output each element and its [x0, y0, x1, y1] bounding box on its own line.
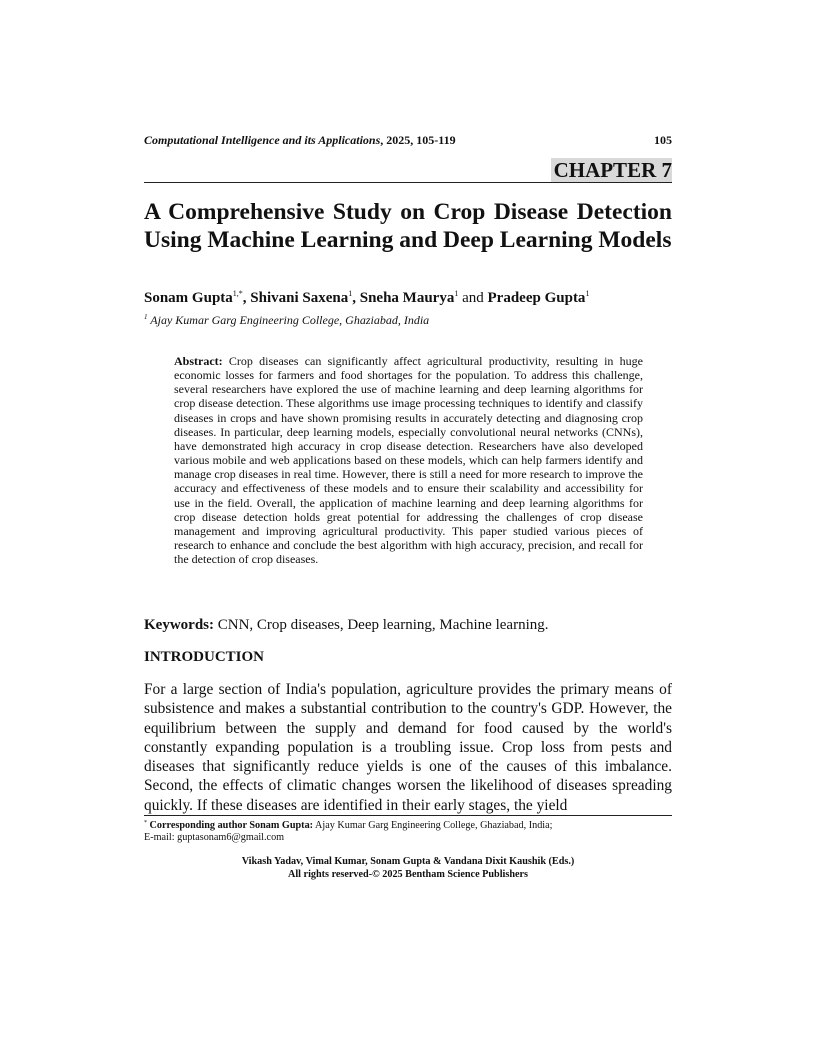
chapter-divider	[144, 182, 672, 183]
author-affiliation-mark: 1	[348, 289, 353, 298]
paper-title: A Comprehensive Study on Crop Disease Detection Using Machine Learning and Deep Learning Models	[144, 199, 672, 253]
author-name: Sneha Maurya	[359, 290, 455, 306]
author-name: Shivani Saxena	[250, 290, 349, 306]
author-separator: ,	[352, 290, 360, 306]
running-header	[144, 133, 672, 147]
keywords-text: CNN, Crop diseases, Deep learning, Machine learning.	[214, 617, 549, 633]
footnote-email: E-mail: guptasonam6@gmail.com	[144, 832, 285, 843]
abstract-text: Crop diseases can significantly affect agricultural productivity, resulting in huge economic losses for farmers and food shortages for the population. To address this challenge, several researchers have explored the use of machine learning and deep learning algorithms for crop disease detection. These algorithms use image processing techniques to identify and classify diseases in crops and have shown promising results in accurately detecting and diagnosing crop diseases. In particular, deep learning models, especially convolutional neural networks (CNNs), have demonstrated high accuracy in crop disease detection. Researchers have also developed various mobile and web applications based on these models, which can help farmers identify and manage crop diseases in real time. However, there is still a need for more research to improve the accuracy and effectiveness of these models and to ensure their scalability and accessibility for use in the field. Overall, the application of machine learning and deep learning algorithms for crop disease detection holds great potential for addressing the challenges of crop disease management and improving agricultural productivity. This paper studied various pieces of research to enhance and conclude the best algorithm with high accuracy, precision, and recall for the detection of crop diseases.	[174, 354, 643, 567]
author-affiliation-mark: 1	[454, 289, 459, 298]
page-number: 105	[654, 133, 672, 147]
journal-name: Computational Intelligence and its Applications	[144, 133, 381, 147]
abstract-label: Abstract:	[174, 354, 223, 368]
section-heading: INTRODUCTION	[144, 649, 265, 665]
author-affiliation-mark: 1	[585, 289, 590, 298]
footnote-line	[144, 820, 672, 832]
footnote-mark: *	[144, 820, 147, 826]
author-conjunction: and	[458, 290, 488, 306]
affiliation-mark: 1	[144, 313, 148, 321]
journal-details: , 2025, 105-119	[380, 133, 456, 147]
body-paragraph: For a large section of India's population, agriculture provides the primary means of subsistence and makes a substantial contribution to the country's GDP. However, the equilibrium between the supply and demand for food caused by the world's constantly expanding population is a troubling issue. Crop loss from pests and diseases that significantly reduce yields is one of the causes of this imbalance. Second, the effects of climatic changes worsen the likelihood of diseases spreading quickly. If these diseases are identified in their early stages, the yield	[144, 681, 672, 814]
abstract	[174, 354, 643, 566]
author-list	[144, 289, 672, 307]
keywords	[144, 616, 672, 634]
keywords-label: Keywords:	[144, 617, 214, 633]
editors-line: Vikash Yadav, Vimal Kumar, Sonam Gupta & Vandana Dixit Kaushik (Eds.)	[241, 856, 575, 867]
author-affiliation-mark: 1,*	[232, 289, 243, 298]
footnote-divider	[144, 815, 672, 816]
affiliation	[144, 313, 672, 327]
footnote-label: Corresponding author Sonam Gupta:	[147, 820, 314, 831]
chapter-label: CHAPTER 7	[551, 158, 672, 183]
author-name: Sonam Gupta	[144, 290, 233, 306]
footnote	[144, 820, 672, 844]
copyright-line: All rights reserved-© 2025 Bentham Science Publishers	[287, 869, 529, 880]
affiliation-text: Ajay Kumar Garg Engineering College, Ghaziabad, India	[147, 313, 430, 327]
footnote-text: Ajay Kumar Garg Engineering College, Ghaziabad, India;	[313, 820, 553, 831]
author-separator: ,	[242, 290, 251, 306]
author-name: Pradeep Gupta	[487, 290, 586, 306]
